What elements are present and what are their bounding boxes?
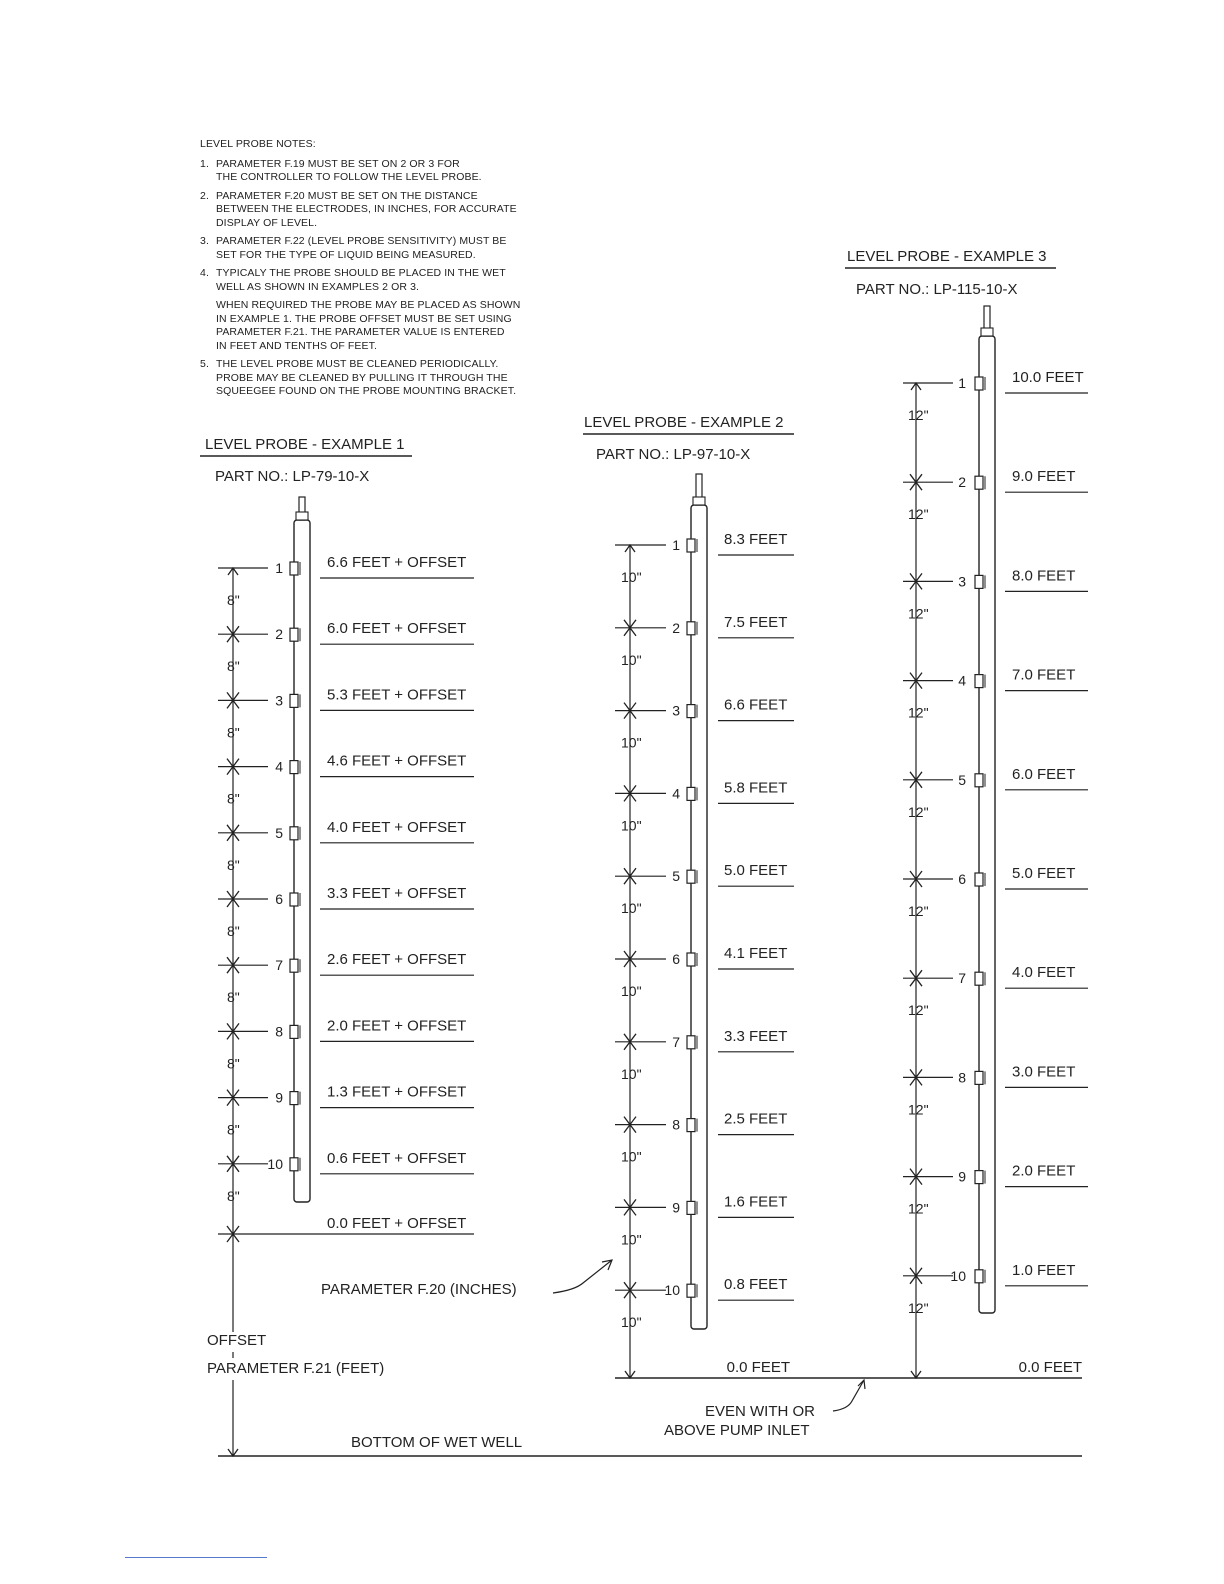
level-label: 0.6 FEET + OFFSET: [327, 1149, 467, 1167]
electrode-number: 5: [275, 824, 283, 841]
note-number: 1.: [200, 157, 209, 170]
spacing-label: 8": [227, 1187, 240, 1204]
offset-label: OFFSET: [207, 1332, 267, 1349]
electrode-number: 2: [275, 626, 283, 643]
level-label: 1.0 FEET: [1012, 1261, 1076, 1279]
electrode-number: 2: [672, 619, 680, 636]
electrode-number: 4: [672, 785, 680, 802]
level-label: 6.6 FEET + OFFSET: [327, 554, 467, 571]
electrode: [975, 1071, 983, 1084]
spacing-label: 8": [227, 1055, 240, 1072]
electrode: [975, 675, 983, 688]
level-label: 7.0 FEET: [1012, 666, 1076, 684]
level-label: 2.0 FEET: [1012, 1162, 1076, 1180]
spacing-label: 12": [908, 506, 929, 523]
electrode: [290, 959, 298, 972]
electrode: [290, 628, 298, 641]
level-label: 9.0 FEET: [1012, 468, 1076, 486]
electrode: [975, 972, 983, 985]
level-label: 6.0 FEET + OFFSET: [327, 620, 467, 638]
level-label: 4.6 FEET + OFFSET: [327, 752, 467, 770]
electrode-number: 6: [958, 871, 966, 887]
electrode-number: 7: [275, 957, 283, 974]
level-label: 4.0 FEET: [1012, 964, 1076, 982]
spacing-label: 12": [908, 1200, 929, 1217]
electrode-number: 1: [275, 560, 283, 576]
probe-cable-gland: [981, 328, 993, 336]
level-label: 5.3 FEET + OFFSET: [327, 686, 467, 704]
electrode: [975, 873, 983, 886]
probe-cable-gland: [693, 497, 705, 505]
spacing-label: 12": [908, 903, 929, 919]
electrode: [975, 1171, 983, 1184]
level-label: 10.0 FEET: [1012, 369, 1084, 386]
electrode-number: 6: [672, 951, 680, 967]
note-text: TYPICALY THE PROBE SHOULD BE PLACED IN THE WET WELL AS SHOWN IN EXAMPLES 2 OR 3.: [216, 267, 506, 293]
note-4-extra: WHEN REQUIRED THE PROBE MAY BE PLACED AS SHOWN IN EXAMPLE 1. THE PROBE OFFSET MUST BE SET USING PARAMETER F.21. THE PARAMETER VALUE IS ENTERED IN FEET AND TENTHS OF FEET.: [216, 299, 521, 352]
electrode-number: 3: [275, 692, 283, 709]
spacing-label: 10": [621, 651, 642, 668]
level-label: 6.6 FEET: [724, 696, 788, 714]
spacing-label: 10": [621, 900, 642, 917]
example-title: LEVEL PROBE - EXAMPLE 3: [847, 248, 1047, 265]
electrode-number: 7: [672, 1033, 680, 1050]
example-title: LEVEL PROBE - EXAMPLE 1: [205, 436, 405, 453]
level-label: 0.8 FEET: [724, 1276, 788, 1294]
electrode-number: 8: [958, 1069, 966, 1086]
note-number: 5.: [200, 358, 209, 370]
spacing-label: 12": [908, 1101, 929, 1118]
spacing-label: 8": [227, 856, 240, 873]
electrode: [290, 827, 298, 840]
electrode-number: 4: [275, 758, 283, 775]
bottom-level-label: 0.0 FEET: [726, 1359, 790, 1376]
spacing-label: 8": [227, 790, 240, 807]
part-number: PART NO.: LP-97-10-X: [596, 446, 751, 463]
note-text: PARAMETER F.22 (LEVEL PROBE SENSITIVITY) MUST BE SET FOR THE TYPE OF LIQUID BEING MEASURED.: [216, 235, 507, 261]
electrode-number: 6: [275, 891, 283, 907]
spacing-label: 12": [908, 1002, 929, 1019]
electrode-number: 8: [275, 1023, 283, 1040]
electrode: [290, 1158, 298, 1171]
pump-inlet-label-line1: EVEN WITH OR: [705, 1403, 816, 1420]
electrode: [975, 774, 983, 787]
example-title: LEVEL PROBE - EXAMPLE 2: [584, 414, 784, 431]
param-f21-label: PARAMETER F.21 (FEET): [207, 1360, 385, 1377]
note-text: PARAMETER F.20 MUST BE SET ON THE DISTANCE BETWEEN THE ELECTRODES, IN INCHES, FOR ACCURATE DISPLAY OF LEVEL.: [216, 189, 517, 229]
electrode: [687, 1201, 695, 1214]
spacing-label: 10": [621, 1148, 642, 1165]
spacing-label: 10": [621, 734, 642, 751]
level-label: 3.0 FEET: [1012, 1063, 1076, 1081]
spacing-label: 12": [908, 407, 929, 423]
level-label: 1.6 FEET: [724, 1193, 788, 1211]
electrode-number: 9: [672, 1199, 680, 1216]
spacing-label: 12": [908, 704, 929, 721]
part-number: PART NO.: LP-79-10-X: [215, 468, 370, 485]
spacing-label: 8": [227, 592, 240, 608]
electrode: [687, 1284, 695, 1297]
level-label: 2.5 FEET: [724, 1110, 788, 1128]
level-label: 7.5 FEET: [724, 613, 788, 631]
electrode-number: 7: [958, 970, 966, 987]
electrode-number: 10: [267, 1155, 283, 1172]
electrode-number: 2: [958, 474, 966, 491]
electrode: [290, 1092, 298, 1105]
level-label: 2.0 FEET + OFFSET: [327, 1017, 467, 1035]
level-label: 1.3 FEET + OFFSET: [327, 1083, 467, 1101]
note-number: 3.: [200, 235, 209, 247]
probe-cable-gland: [296, 512, 308, 520]
spacing-label: 12": [908, 1299, 929, 1316]
level-label: 3.3 FEET + OFFSET: [327, 885, 467, 902]
spacing-label: 8": [227, 724, 240, 741]
level-label: 4.1 FEET: [724, 945, 788, 962]
level-label: 2.6 FEET + OFFSET: [327, 951, 467, 969]
electrode: [687, 787, 695, 800]
electrode-number: 10: [664, 1282, 680, 1299]
footnote-rule: [125, 1557, 267, 1558]
electrode: [975, 575, 983, 588]
spacing-label: 10": [621, 1065, 642, 1082]
level-label: 8.3 FEET: [724, 531, 788, 548]
electrode: [975, 377, 983, 390]
electrode: [975, 476, 983, 489]
electrode-number: 3: [672, 702, 680, 719]
spacing-label: 8": [227, 1121, 240, 1138]
electrode: [687, 705, 695, 718]
electrode-number: 5: [958, 771, 966, 788]
spacing-label: 10": [621, 983, 642, 999]
spacing-label: 8": [227, 923, 240, 939]
note-text: PARAMETER F.19 MUST BE SET ON 2 OR 3 FOR THE CONTROLLER TO FOLLOW THE LEVEL PROBE.: [216, 157, 482, 183]
electrode-number: 5: [672, 868, 680, 885]
electrode: [290, 694, 298, 707]
spacing-label: 10": [621, 817, 642, 834]
electrode: [687, 1036, 695, 1049]
spacing-label: 8": [227, 658, 240, 675]
level-label: 3.3 FEET: [724, 1027, 788, 1045]
level-label: 5.0 FEET: [1012, 865, 1076, 882]
electrode: [687, 953, 695, 966]
param-f20-label: PARAMETER F.20 (INCHES): [321, 1281, 517, 1298]
level-label: 4.0 FEET + OFFSET: [327, 818, 467, 836]
electrode: [687, 1119, 695, 1132]
electrode-number: 9: [958, 1168, 966, 1185]
spacing-label: 10": [621, 1231, 642, 1248]
level-label: 5.0 FEET: [724, 862, 788, 880]
level-label: 8.0 FEET: [1012, 567, 1076, 585]
pump-inlet-label-line2: ABOVE PUMP INLET: [664, 1422, 810, 1439]
electrode: [290, 893, 298, 906]
electrode: [290, 761, 298, 774]
notes-heading: LEVEL PROBE NOTES:: [200, 138, 316, 150]
spacing-label: 8": [227, 989, 240, 1006]
level-label: 6.0 FEET: [1012, 765, 1076, 783]
bottom-level-label: 0.0 FEET: [1018, 1359, 1082, 1376]
electrode-number: 1: [958, 375, 966, 391]
electrode: [687, 870, 695, 883]
electrode: [975, 1270, 983, 1283]
spacing-label: 10": [621, 569, 642, 585]
electrode-number: 10: [950, 1267, 966, 1284]
f20-leader-line: [553, 1260, 612, 1293]
electrode-number: 1: [672, 537, 680, 553]
spacing-label: 12": [908, 605, 929, 622]
bottom-wet-well-label: BOTTOM OF WET WELL: [351, 1434, 523, 1451]
bottom-level-label: 0.0 FEET + OFFSET: [327, 1215, 467, 1232]
electrode: [290, 1025, 298, 1038]
electrode-number: 4: [958, 672, 966, 689]
part-number: PART NO.: LP-115-10-X: [856, 281, 1018, 298]
electrode: [290, 562, 298, 575]
electrode-number: 3: [958, 573, 966, 590]
level-label: 5.8 FEET: [724, 779, 788, 797]
spacing-label: 12": [908, 803, 929, 820]
electrode-number: 8: [672, 1116, 680, 1133]
note-number: 2.: [200, 189, 209, 202]
electrode: [687, 622, 695, 635]
spacing-label: 10": [621, 1314, 642, 1331]
note-number: 4.: [200, 267, 209, 279]
electrode-number: 9: [275, 1089, 283, 1106]
electrode: [687, 539, 695, 552]
note-text: THE LEVEL PROBE MUST BE CLEANED PERIODICALLY. PROBE MAY BE CLEANED BY PULLING IT THROUGH THE SQUEEGEE FOUND ON THE PROBE MOUNTING BRACKET.: [216, 358, 517, 397]
